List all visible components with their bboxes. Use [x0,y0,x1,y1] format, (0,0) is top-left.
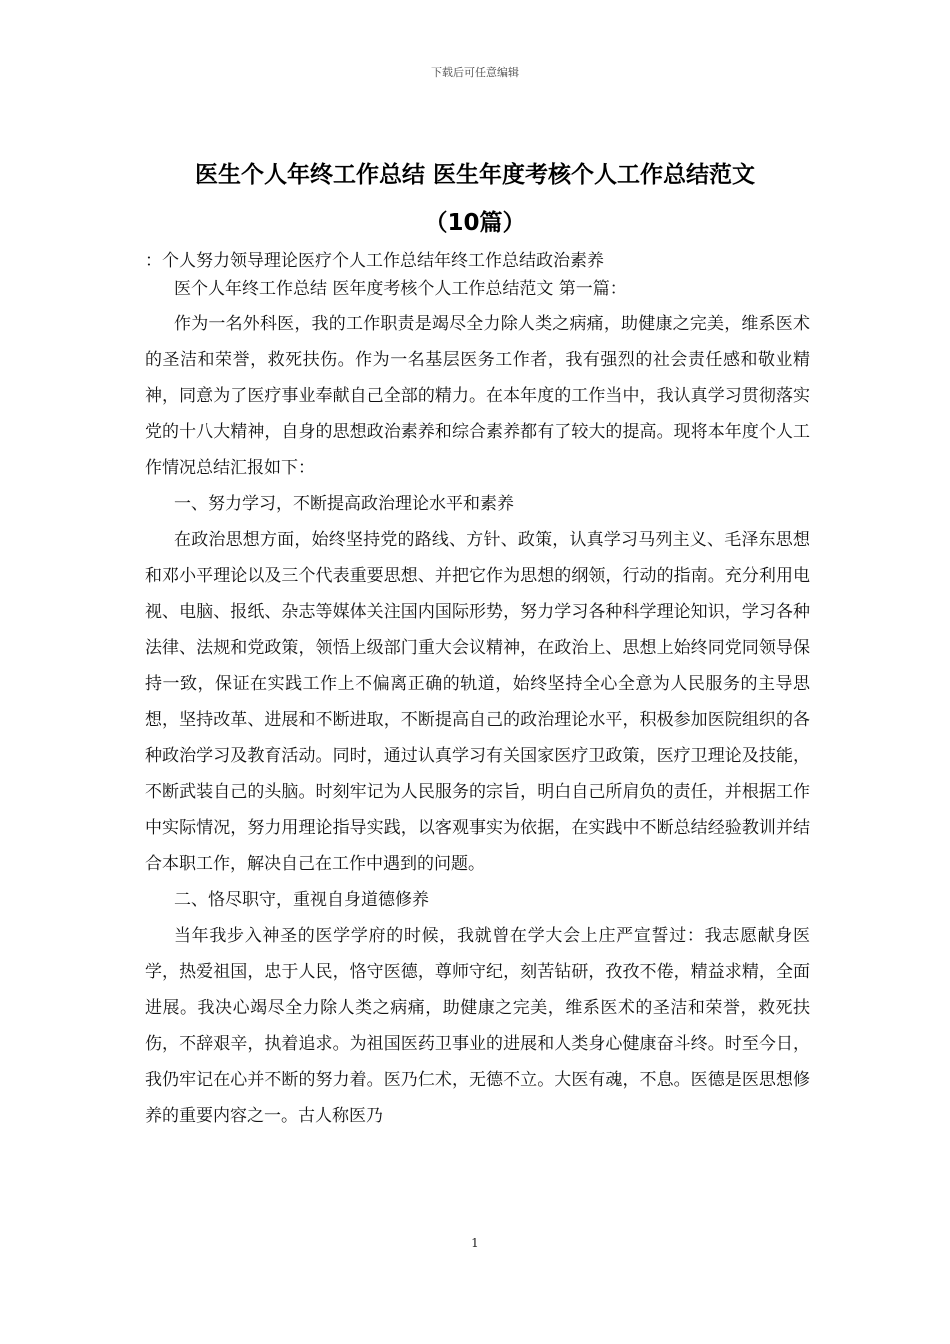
paragraph-political: 在政治思想方面，始终坚持党的路线、方针、政策，认真学习马列主义、毛泽东思想和邓小平理论以及三个代表重要思想、并把它作为思想的纲领，行动的指南。充分利用电视、电脑、报纸、杂志等媒体关注国内国际形势，努力学习各种科学理论知识，学习各种法律、法规和党政策，领悟上级部门重大会议精神，在政治上、思想上始终同党同领导保持一致，保证在实践工作上不偏离正确的轨道，始终坚持全心全意为人民服务的主导思想，坚持改革、进展和不断进取，不断提高自己的政治理论水平，积极参加医院组织的各种政治学习及教育活动。同时，通过认真学习有关国家医疗卫政策，医疗卫理论及技能，不断武装自己的头脑。时刻牢记为人民服务的宗旨，明白自己所肩负的责任，并根据工作中实际情况，努力用理论指导实践，以客观事实为依据，在实践中不断总结经验教训并结合本职工作，解决自己在工作中遇到的问题。 [145,530,810,874]
page-number: 1 [471,1236,479,1250]
document-title-line-1: 医生个人年终工作总结 医生年度考核个人工作总结范文 [194,162,755,188]
paragraph-intro: 作为一名外科医，我的工作职责是竭尽全力除人类之病痛，助健康之完美，维系医术的圣洁和荣誉，救死扶伤。作为一名基层医务工作者，我有强烈的社会责任感和敬业精神，同意为了医疗事业奉献自己全部的精力。在本年度的工作当中，我认真学习贯彻落实党的十八大精神，自身的思想政治素养和综合素养都有了较大的提高。现将本年度个人工作情况总结汇报如下： [145,314,810,478]
header-note: 下载后可任意编辑 [431,66,519,79]
document-title-line-2: （10篇） [424,210,526,236]
section-heading-1: 一、努力学习，不断提高政治理论水平和素养 [174,494,514,514]
keywords-line: ：个人努力领导理论医疗个人工作总结年终工作总结政治素养 [145,251,604,271]
document-body [145,250,810,1134]
section-subtitle: 医个人年终工作总结 医年度考核个人工作总结范文 第一篇： [174,279,627,299]
section-heading-2: 二、恪尽职守，重视自身道德修养 [174,890,429,910]
paragraph-ethics: 当年我步入神圣的医学学府的时候，我就曾在学大会上庄严宣誓过：我志愿献身医学，热爱祖国，忠于人民，恪守医德，尊师守纪，刻苦钻研，孜孜不倦，精益求精，全面进展。我决心竭尽全力除人类之病痛，助健康之完美，维系医术的圣洁和荣誉，救死扶伤，不辞艰辛，执着追求。为祖国医药卫事业的进展和人类身心健康奋斗终。时至今日，我仍牢记在心并不断的努力着。医乃仁术，无德不立。大医有魂，不息。医德是医思想修养的重要内容之一。古人称医乃 [145,926,810,1126]
